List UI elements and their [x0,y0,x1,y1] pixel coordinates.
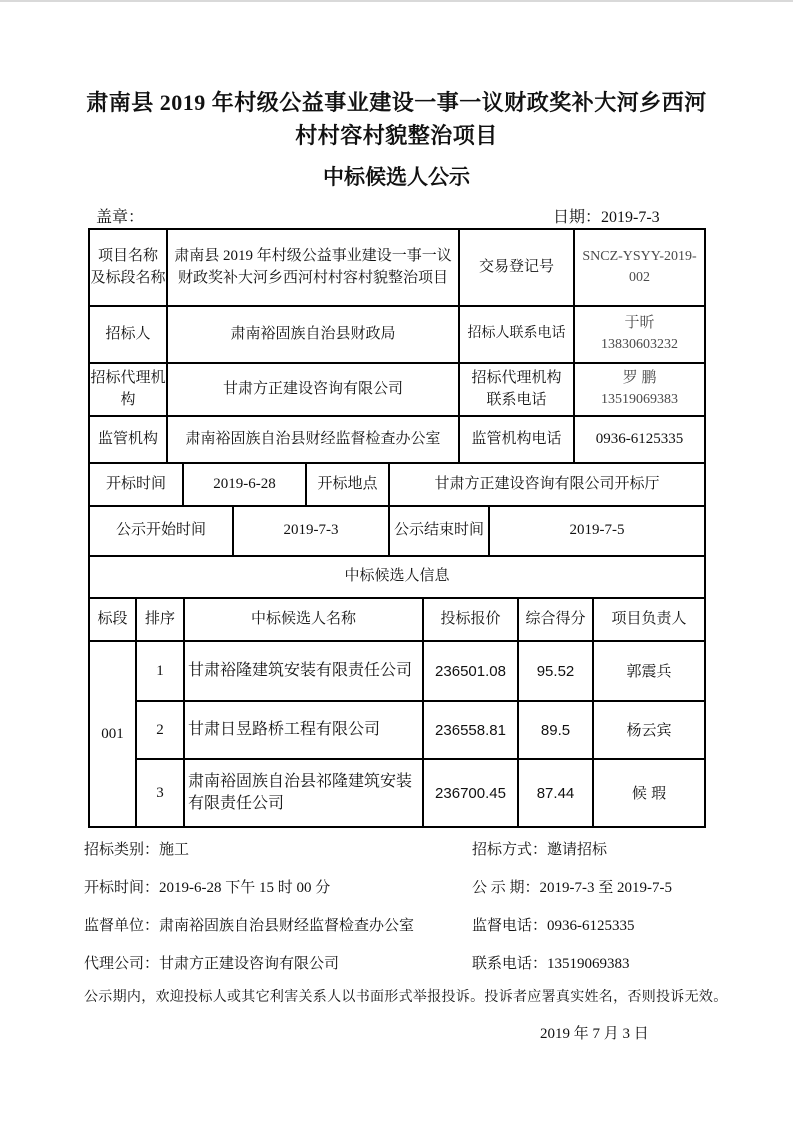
col-header-section: 标段 [90,599,137,642]
agency-value: 甘肃方正建设咨询有限公司 [168,364,460,415]
supervision-phone-value: 0936-6125335 [547,918,635,934]
candidate-rank: 2 [137,702,185,760]
col-header-rank: 排序 [137,599,185,642]
opening-place-value: 甘肃方正建设咨询有限公司开标厅 [434,475,660,492]
title-line1: 肃南县 2019 年村级公益事业建设一事一议财政奖补大河乡西河 [86,90,707,115]
supervisor-value: 肃南裕固族自治县财经监督检查办公室 [168,417,460,462]
contact-phone-value: 13519069383 [547,956,630,972]
candidates-section-title: 中标候选人信息 [344,568,450,585]
agency-contact-value: 罗 鹏 13519069383 [601,370,678,408]
info-row-publicity [90,507,704,557]
tenderee-value: 肃南裕固族自治县财政局 [168,307,460,362]
opening-time-label: 开标时间 [90,464,184,505]
publicity-start-label: 公示开始时间 [90,507,234,555]
candidate-price: 236558.81 [424,702,519,760]
publicity-period-value: 2019-7-3 至 2019-7-5 [539,880,672,896]
supervisor-phone-label: 监管机构电话 [460,417,575,462]
candidate-score: 95.52 [519,642,594,702]
candidate-name: 肃南裕固族自治县祁隆建筑安装有限责任公司 [185,760,424,826]
seal-label: 盖章： [96,209,145,226]
project-name-value: 肃南县 2019 年村级公益事业建设一事一议 财政奖补大河乡西河村村容村貌整治项目 [168,230,460,305]
opening-time-value: 2019-6-28 [184,464,307,505]
project-name-label: 项目名称 及标段名称 [90,230,168,305]
col-header-score: 综合得分 [519,599,594,642]
info-row-agency [90,364,704,417]
publicity-end-label: 公示结束时间 [390,507,490,555]
publicity-period-label: 公 示 期： [472,880,540,896]
tenderee-contact-label: 招标人联系电话 [460,307,575,362]
footer-line-opening [84,876,724,898]
document-subtitle: 中标候选人公示 [323,165,470,189]
document-title [0,86,793,152]
supervision-unit-value: 肃南裕固族自治县财经监督检查办公室 [159,918,415,934]
supervision-phone-label: 监督电话： [472,918,548,934]
bid-method-value: 邀请招标 [547,842,608,858]
info-row-project [90,230,704,307]
col-header-name: 中标候选人名称 [185,599,424,642]
opening-datetime-value: 2019-6-28 下午 15 时 00 分 [159,880,331,896]
candidate-score: 87.44 [519,760,594,826]
candidate-rank: 1 [137,642,185,702]
registration-no-label: 交易登记号 [460,230,575,305]
complaint-notice: 公示期内，欢迎投标人或其它利害关系人以书面形式举报投诉。投诉者应署真实姓名，否则投诉无效。 [84,990,728,1005]
scan-edge-line [0,0,793,2]
bid-category-label: 招标类别： [84,842,160,858]
footer-line-supervision [84,914,724,936]
registration-no-value: SNCZ-YSYY-2019- 002 [582,249,697,285]
supervisor-phone-value: 0936-6125335 [595,430,684,447]
section-no-cell: 001 [90,642,137,826]
footer-line-category [84,838,724,860]
candidate-manager: 杨云宾 [594,702,704,760]
publicity-end-value: 2019-7-5 [569,522,625,539]
info-row-opening [90,464,704,507]
document-date: 2019 年 7 月 3 日 [540,1026,649,1042]
col-header-price: 投标报价 [424,599,519,642]
bid-category-value: 施工 [159,842,190,858]
col-header-manager: 项目负责人 [594,599,704,642]
agency-company-label: 代理公司： [84,956,160,972]
candidate-manager: 候 瑕 [631,784,667,802]
opening-datetime-label: 开标时间： [84,880,160,896]
candidate-price: 236700.45 [424,760,519,826]
tenderee-contact-value: 于昕 13830603232 [601,315,678,353]
candidate-score: 89.5 [519,702,594,760]
publish-date-label: 日期：2019-7-3 [553,209,660,226]
title-line2: 村村容村貌整治项目 [295,123,498,148]
candidate-manager: 郭震兵 [594,642,704,702]
supervisor-label: 监管机构 [90,417,168,462]
bid-method-label: 招标方式： [472,842,548,858]
bid-info-table [88,228,706,828]
candidates-section-row [90,557,704,599]
candidate-name: 甘肃日昱路桥工程有限公司 [185,702,424,760]
agency-company-value: 甘肃方正建设咨询有限公司 [159,956,340,972]
contact-phone-label: 联系电话： [472,956,548,972]
opening-place-label: 开标地点 [307,464,390,505]
candidates-table [90,599,704,826]
footer-line-agency [84,952,724,974]
info-row-supervisor [90,417,704,464]
candidate-rank: 3 [137,760,185,826]
publicity-start-value: 2019-7-3 [234,507,390,555]
agency-contact-label: 招标代理机构 联系电话 [460,364,575,415]
info-row-tenderee [90,307,704,364]
candidate-price: 236501.08 [424,642,519,702]
agency-label: 招标代理机构 [90,364,168,415]
tenderee-label: 招标人 [90,307,168,362]
supervision-unit-label: 监督单位： [84,918,160,934]
candidate-name: 甘肃裕隆建筑安装有限责任公司 [185,642,424,702]
